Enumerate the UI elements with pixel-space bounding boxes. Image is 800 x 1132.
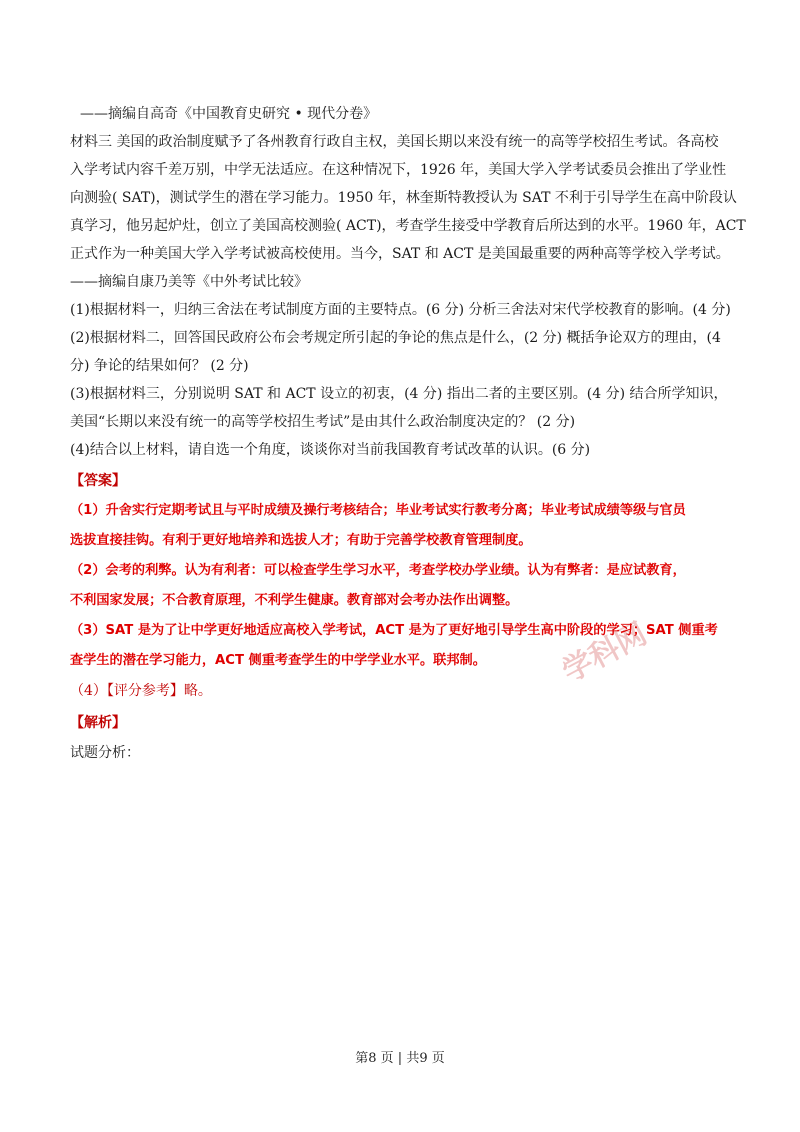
question-line: 分) 争论的结果如何？ (2 分) [70,358,249,374]
answer-line: （1）升舍实行定期考试且与平时成绩及操行考核结合；毕业考试实行教考分离；毕业考试成绩等级与官员 [70,503,686,518]
question-line: (2)根据材料二，回答国民政府公布会考规定所引起的争论的焦点是什么，(2 分) 概括争论双方的理由，(4 [70,330,721,346]
answer-line: 不利国家发展；不合教育原理，不利学生健康。教育部对会考办法作出调整。 [70,593,519,608]
material-2-source: ——摘编自高奇《中国教育史研究 • 现代分卷》 [80,106,378,122]
answer-line: （2）会考的利弊。认为有利者：可以检查学生学习水平，考查学校办学业绩。认为有弊者：是应试教育， [70,563,686,578]
answer-block [70,496,738,706]
answer-line: 选拔直接挂钩。有利于更好地培养和选拔人才；有助于完善学校教育管理制度。 [70,533,532,548]
material-3-line: 向测验( SAT)，测试学生的潜在学习能力。1950 年，林奎斯特教授认为 SAT 不利于引导学生在高中阶段认 [70,190,737,206]
answer-heading: 【答案】 [70,473,126,489]
questions [70,296,738,464]
question-line: 美国“长期以来没有统一的高等学校招生考试”是由其什么政治制度决定的？ (2 分) [70,414,576,430]
answer-line: （3）SAT 是为了让中学更好地适应高校入学考试，ACT 是为了更好地引导学生高中阶段的学习；SAT 侧重考 [70,623,718,638]
material-3-source: ——摘编自康乃美等《中外考试比较》 [70,274,308,290]
material-3-line: 正式作为一种美国大学入学考试被高校使用。当今，SAT 和 ACT 是美国最重要的两种高等学校入学考试。 [70,246,730,262]
page-footer: 第8 页 | 共9 页 [355,1051,445,1066]
watermark-text: 学科网 [556,616,653,690]
analysis-heading: 【解析】 [70,715,126,731]
material-3-line: 材料三 美国的政治制度赋予了各州教育行政自主权，美国长期以来没有统一的高等学校招生考试。各高校 [70,134,719,150]
page-content [70,100,746,768]
material-3-line: 入学考试内容千差万别，中学无法适应。在这种情况下，1926 年，美国大学入学考试委员会推出了学业性 [70,162,727,178]
material-3 [70,128,746,268]
analysis-intro: 试题分析： [70,745,140,761]
question-line: (1)根据材料一，归纳三舍法在考试制度方面的主要特点。(6 分) 分析三舍法对宋代学校教育的影响。(4 分) [70,302,731,318]
question-line: (3)根据材料三，分别说明 SAT 和 ACT 设立的初衷，(4 分) 指出二者的主要区别。(4 分) 结合所学知识， [70,386,728,402]
answer-line: 查学生的潜在学习能力，ACT 侧重考查学生的中学学业水平。联邦制。 [70,653,486,668]
question-line: (4)结合以上材料，请自选一个角度，谈谈你对当前我国教育考试改革的认识。(6 分) [70,442,591,458]
answer-4: （4）【评分参考】略。 [70,683,212,699]
material-3-line: 真学习，他另起炉灶，创立了美国高校测验( ACT)，考查学生接受中学教育后所达到的水平。1960 年，ACT [70,218,746,234]
